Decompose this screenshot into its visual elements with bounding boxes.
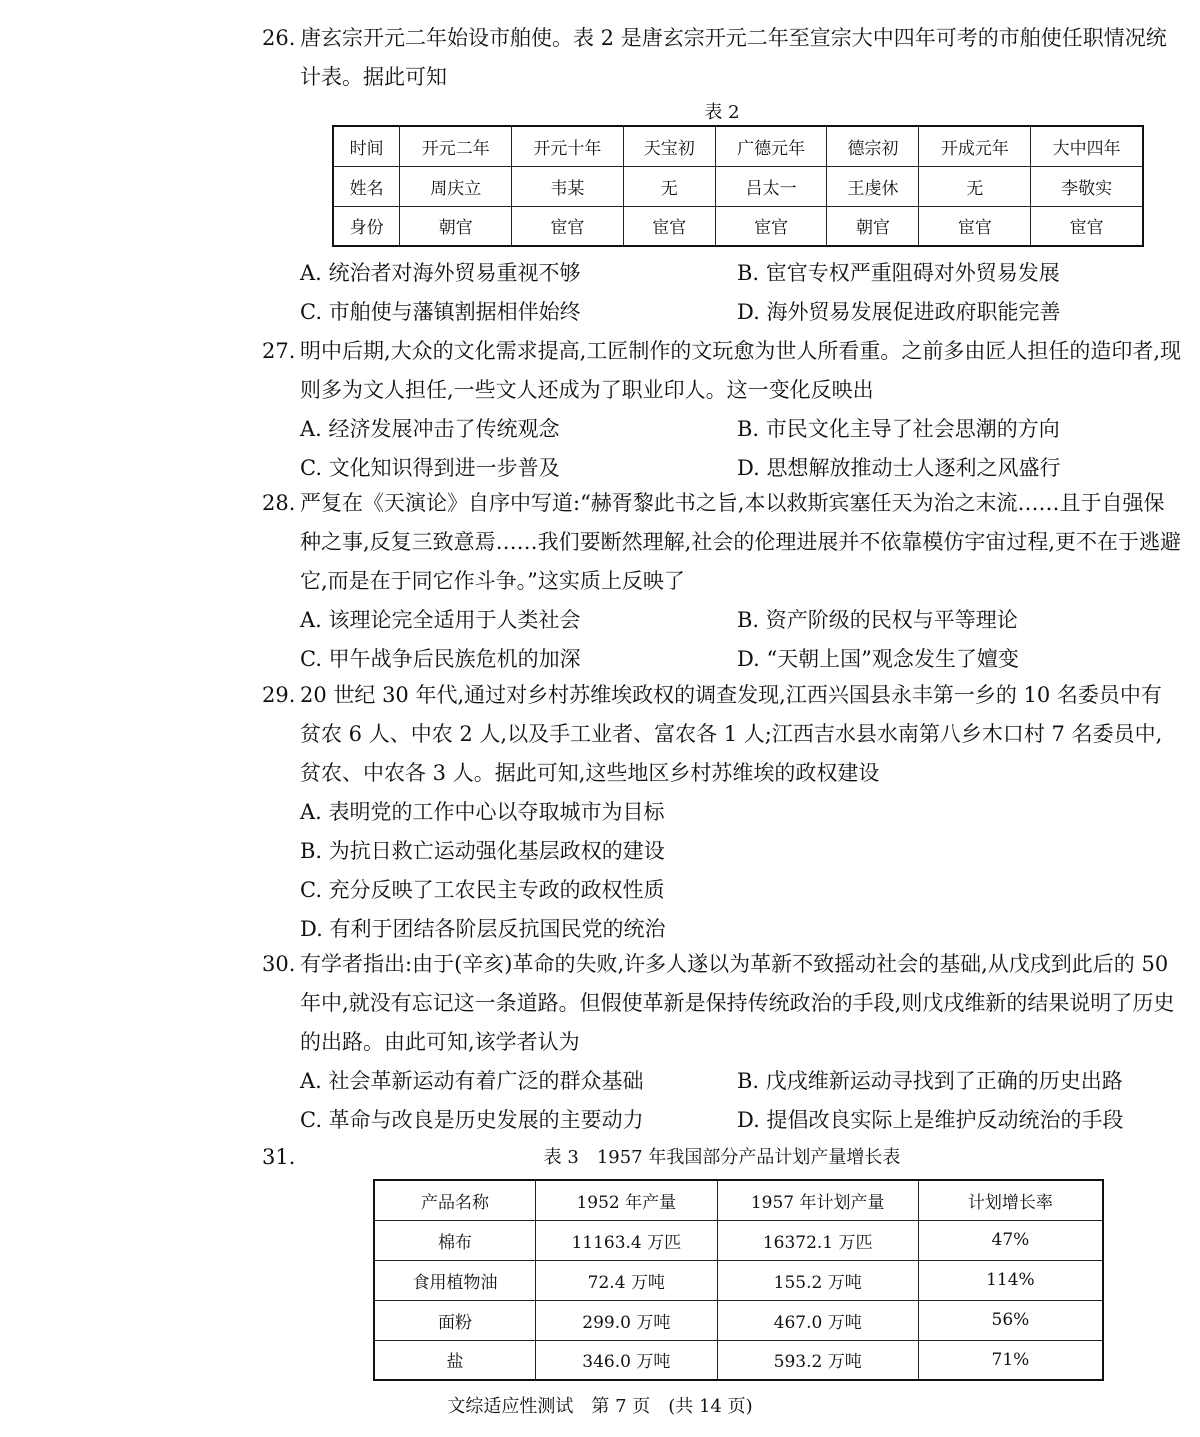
table-cell: 72.4 万吨 <box>536 1260 718 1300</box>
table-cell: 身份 <box>333 206 400 246</box>
option-c: C. 甲午战争后民族危机的加深 <box>300 647 581 671</box>
table-header-cell: 1957 年计划产量 <box>717 1180 918 1220</box>
table-row <box>333 166 1143 206</box>
table-caption: 表 2 <box>704 102 740 123</box>
option-b: B. 为抗日救亡运动强化基层政权的建设 <box>300 839 665 863</box>
option-b: B. 戊戌维新运动寻找到了正确的历史出路 <box>737 1069 1123 1093</box>
option-c: C. 充分反映了工农民主专政的政权性质 <box>300 878 665 902</box>
table-cell: 114% <box>918 1260 1103 1300</box>
option-a: A. 表明党的工作中心以夺取城市为目标 <box>300 800 665 824</box>
table-row <box>374 1300 1103 1340</box>
option-c: C. 文化知识得到进一步普及 <box>300 456 560 480</box>
question-26-options <box>262 254 1182 332</box>
table-row <box>374 1260 1103 1300</box>
table-cell: 宦官 <box>623 206 715 246</box>
table-cell: 无 <box>919 166 1031 206</box>
option-d: D. “天朝上国”观念发生了嬗变 <box>737 647 1019 671</box>
table-cell: 棉布 <box>374 1220 536 1260</box>
table-cell: 韦某 <box>512 166 624 206</box>
table-cell: 299.0 万吨 <box>536 1300 718 1340</box>
table-cell: 盐 <box>374 1340 536 1380</box>
question-26 <box>262 19 1182 97</box>
question-number: 26. <box>262 26 296 50</box>
option-d: D. 海外贸易发展促进政府职能完善 <box>737 300 1061 324</box>
table-cell: 李敬实 <box>1031 166 1143 206</box>
option-d: D. 提倡改良实际上是维护反动统治的手段 <box>737 1108 1124 1132</box>
table-row <box>333 126 1143 166</box>
question-29 <box>262 676 1182 949</box>
table-header-cell: 开成元年 <box>919 126 1031 166</box>
table-cell: 无 <box>623 166 715 206</box>
option-b: B. 市民文化主导了社会思潮的方向 <box>737 417 1060 441</box>
table-header-cell: 天宝初 <box>623 126 715 166</box>
table-cell: 王虔休 <box>827 166 919 206</box>
table-2 <box>332 125 1144 247</box>
table-cell: 593.2 万吨 <box>717 1340 918 1380</box>
table-header-cell: 开元二年 <box>400 126 512 166</box>
table-row <box>333 206 1143 246</box>
option-c: C. 市舶使与藩镇割据相伴始终 <box>300 300 581 324</box>
question-number: 31. <box>262 1145 296 1169</box>
table-cell: 宦官 <box>1031 206 1143 246</box>
option-a: A. 该理论完全适用于人类社会 <box>300 608 581 632</box>
option-c: C. 革命与改良是历史发展的主要动力 <box>300 1108 644 1132</box>
table-header-cell: 时间 <box>333 126 400 166</box>
table-cell: 346.0 万吨 <box>536 1340 718 1380</box>
table-header-cell: 广德元年 <box>715 126 827 166</box>
table-header-cell: 1952 年产量 <box>536 1180 718 1220</box>
question-stem: 有学者指出:由于(辛亥)革命的失败,许多人遂以为革新不致摇动社会的基础,从戊戌到此后的 50 年中,就没有忘记这一条道路。但假使革新是保持传统政治的手段,则戊戌维新的结果说明了历史的出路。由此可知,该学者认为 <box>300 952 1175 1054</box>
table-cell: 宦官 <box>919 206 1031 246</box>
table-cell: 11163.4 万匹 <box>536 1220 718 1260</box>
table-row <box>374 1220 1103 1260</box>
option-d: D. 思想解放推动士人逐利之风盛行 <box>737 456 1061 480</box>
question-27 <box>262 332 1182 488</box>
question-stem: 唐玄宗开元二年始设市舶使。表 2 是唐玄宗开元二年至宣宗大中四年可考的市舶使任职情况统计表。据此可知 <box>300 26 1167 89</box>
table-cell: 面粉 <box>374 1300 536 1340</box>
option-b: B. 资产阶级的民权与平等理论 <box>737 608 1018 632</box>
table-cell: 吕太一 <box>715 166 827 206</box>
table-cell: 56% <box>918 1300 1103 1340</box>
table-header-cell: 德宗初 <box>827 126 919 166</box>
question-number: 28. <box>262 491 296 515</box>
table-cell: 47% <box>918 1220 1103 1260</box>
table-header-cell: 大中四年 <box>1031 126 1143 166</box>
question-stem: 严复在《天演论》自序中写道:“赫胥黎此书之旨,本以救斯宾塞任天为治之末流……且于自强保种之事,反复三致意焉……我们要断然理解,社会的伦理进展并不依靠模仿宇宙过程,更不在于逃避它,而是在于同它作斗争。”这实质上反映了 <box>300 491 1182 593</box>
table-cell: 姓名 <box>333 166 400 206</box>
table-cell: 71% <box>918 1340 1103 1380</box>
table-row <box>374 1340 1103 1380</box>
question-stem: 明中后期,大众的文化需求提高,工匠制作的文玩愈为世人所看重。之前多由匠人担任的造印者,现则多为文人担任,一些文人还成为了职业印人。这一变化反映出 <box>300 339 1182 402</box>
table-cell: 朝官 <box>827 206 919 246</box>
question-28 <box>262 484 1182 679</box>
table-cell: 467.0 万吨 <box>717 1300 918 1340</box>
table-cell: 155.2 万吨 <box>717 1260 918 1300</box>
table-header-cell: 开元十年 <box>512 126 624 166</box>
question-stem: 20 世纪 30 年代,通过对乡村苏维埃政权的调查发现,江西兴国县永丰第一乡的 10 名委员中有贫农 6 人、中农 2 人,以及手工业者、富农各 1 人;江西吉水县水南第八乡木口村 7 名委员中,贫农、中农各 3 人。据此可知,这些地区乡村苏维埃的政权建设 <box>300 683 1163 785</box>
question-number: 29. <box>262 683 296 707</box>
table-row <box>374 1180 1103 1220</box>
table-3 <box>373 1179 1104 1381</box>
option-a: A. 社会革新运动有着广泛的群众基础 <box>300 1069 644 1093</box>
option-d: D. 有利于团结各阶层反抗国民党的统治 <box>300 917 666 941</box>
table-caption: 表 3 1957 年我国部分产品计划产量增长表 <box>543 1147 901 1168</box>
option-b: B. 宦官专权严重阻碍对外贸易发展 <box>737 261 1060 285</box>
table-header-cell: 产品名称 <box>374 1180 536 1220</box>
table-cell: 宦官 <box>512 206 624 246</box>
option-a: A. 统治者对海外贸易重视不够 <box>300 261 581 285</box>
page-footer: 文综适应性测试 第 7 页 (共 14 页) <box>447 1396 753 1417</box>
table-cell: 宦官 <box>715 206 827 246</box>
question-number: 30. <box>262 952 296 976</box>
option-a: A. 经济发展冲击了传统观念 <box>300 417 560 441</box>
question-number: 27. <box>262 339 296 363</box>
table-header-cell: 计划增长率 <box>918 1180 1103 1220</box>
table-cell: 周庆立 <box>400 166 512 206</box>
table-cell: 食用植物油 <box>374 1260 536 1300</box>
question-30 <box>262 945 1182 1140</box>
table-cell: 16372.1 万匹 <box>717 1220 918 1260</box>
table-cell: 朝官 <box>400 206 512 246</box>
